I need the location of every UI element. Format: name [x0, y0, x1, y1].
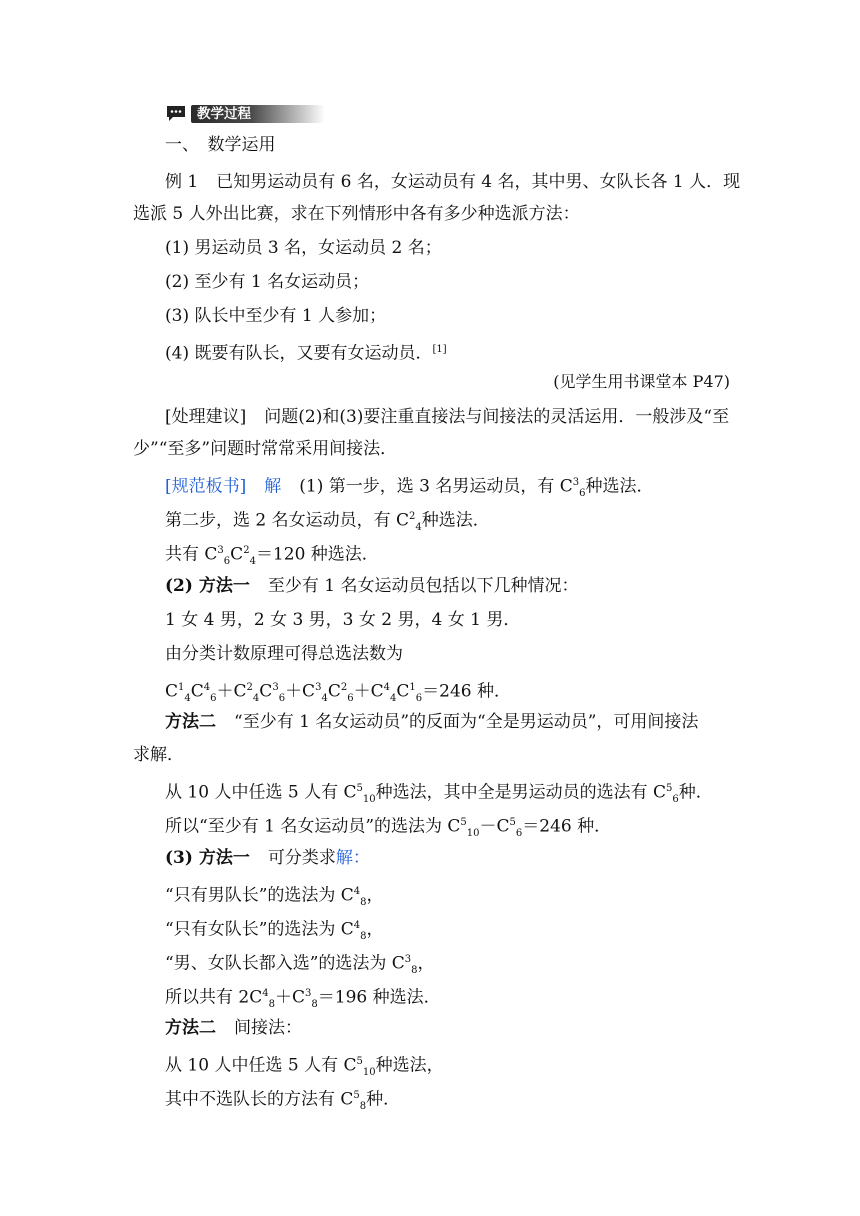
q2-formula: $C^1_4C^4_6+C^2_4C^3_6+C^3_4C^2_6+C^4_4C^1_6=246$ 种．	[165, 681, 511, 705]
q3-line-4: “男、女队长都入选”的选法为 $C^3_8$，	[165, 953, 435, 977]
m2-line-3: 从 10 人中任选 5 人有 $C^5_{10}$种选法，其中全是男运动员的选法有 $C^5_6$种．	[165, 782, 713, 806]
m2-line-4: 所以“至少有 1 名女运动员”的选法为 $C^5_{10}-C^5_6=246$ 种．	[165, 816, 612, 840]
q3m2-line-1: 方法二 间接法：	[165, 1018, 302, 1038]
q3-line-2: “只有男队长”的选法为 $C^4_8$，	[165, 885, 384, 909]
advice-label: [处理建议]	[165, 407, 247, 427]
q2-cases: 1 女 4 男，2 女 3 男，3 女 2 男，4 女 1 男．	[165, 610, 521, 630]
example-item-3: (3) 队长中至少有 1 人参加；	[165, 306, 387, 326]
section-header	[165, 104, 325, 124]
example-text-2: 选派 5 人外出比赛，求在下列情形中各有多少种选派方法：	[133, 204, 580, 224]
book-reference: (见学生用书课堂本 P47)	[553, 372, 730, 391]
section-title: 一、 数学运用	[165, 135, 276, 155]
solution-line-2: 第二步，选 2 名女运动员，有 $C^2_4$种选法．	[165, 510, 490, 534]
q2-line-1: (2) 方法一 至少有 1 名女运动员包括以下几种情况：	[165, 576, 579, 596]
example-text-1: 已知男运动员有 6 名，女运动员有 4 名，其中男、女队长各 1 人．现	[216, 172, 741, 192]
footnote-ref: [1]	[432, 344, 447, 355]
chat-bubble-icon	[165, 105, 187, 123]
advice-line-1	[165, 405, 729, 429]
example-item-1: (1) 男运动员 3 名，女运动员 2 名；	[165, 238, 442, 258]
q3-line-5: 所以共有 $2C^4_8+C^3_8=196$ 种选法．	[165, 987, 441, 1011]
q3m2-line-3: 其中不选队长的方法有 $C^5_8$种．	[165, 1089, 401, 1113]
advice-text-2: 少”“至多”问题时常常采用间接法．	[133, 439, 398, 459]
q3-line-3: “只有女队长”的选法为 $C^4_8$，	[165, 919, 384, 943]
example-item-4: (4) 既要有队长，又要有女运动员．[1]	[165, 343, 447, 364]
solution-label: [规范板书]	[165, 476, 247, 497]
example-item-2: (2) 至少有 1 名女运动员；	[165, 272, 370, 292]
q2-line-3: 由分类计数原理可得总选法数为	[165, 644, 403, 664]
solution-jie: 解	[264, 476, 282, 497]
example-line-1	[165, 170, 740, 194]
q3-line-1: (3) 方法一 可分类求解：	[165, 848, 370, 868]
example-label: 例 1	[165, 172, 199, 192]
header-title: 教学过程	[191, 105, 325, 123]
m2-line-1: 方法二 “至少有 1 名女运动员”的反面为“全是男运动员”，可用间接法	[165, 712, 699, 732]
m2-line-2: 求解．	[133, 745, 184, 765]
q3m2-line-2: 从 10 人中任选 5 人有 $C^5_{10}$种选法，	[165, 1055, 444, 1079]
advice-text-1: 问题(2)和(3)要注重直接法与间接法的灵活运用．一般涉及“至	[264, 407, 730, 427]
solution-line-1: [规范板书] 解 (1) 第一步，选 3 名男运动员，有 $C^3_6$种选法．	[165, 476, 654, 500]
solution-line-3: 共有 $C^3_6C^2_4=120$ 种选法．	[165, 544, 379, 568]
